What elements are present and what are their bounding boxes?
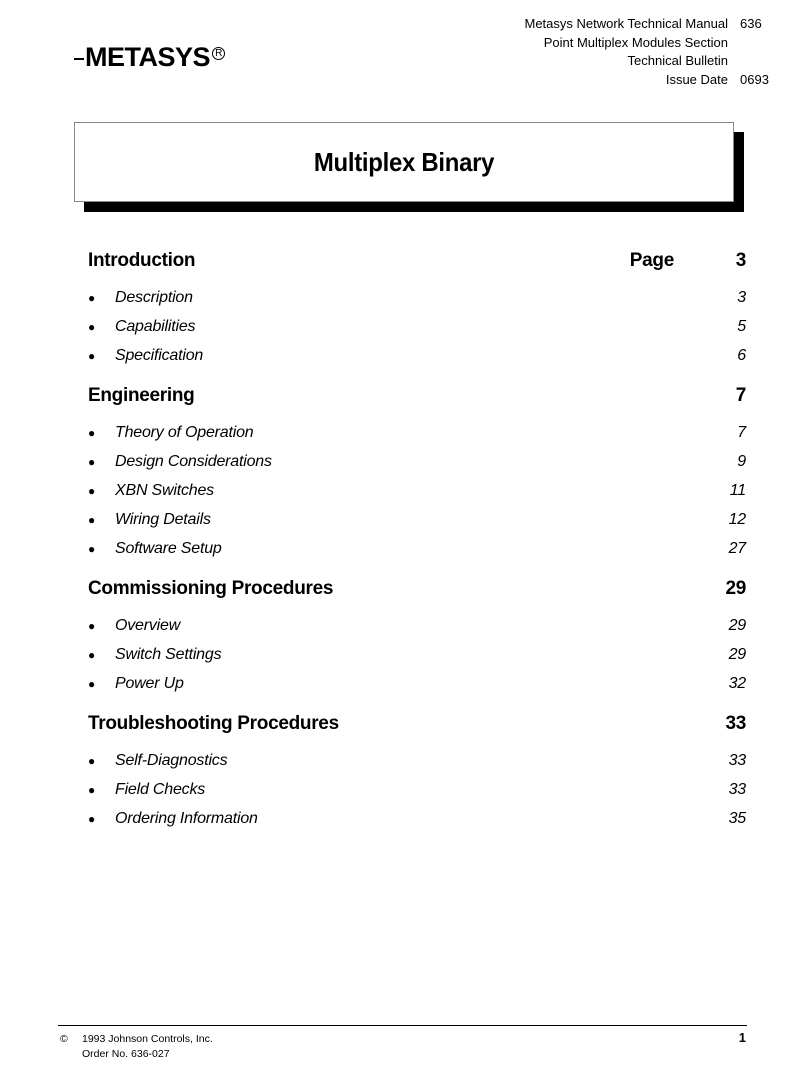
- meta-row: [524, 34, 768, 53]
- meta-value: [728, 52, 768, 71]
- copyright-icon: ©: [60, 1033, 68, 1045]
- meta-label: Technical Bulletin: [627, 53, 728, 68]
- toc-section-introduction: [88, 250, 746, 376]
- document-title: Multiplex Binary: [313, 146, 495, 177]
- toc-item-page: 29: [728, 646, 746, 663]
- document-meta: [524, 15, 768, 89]
- toc-item-page: 32: [728, 675, 746, 692]
- meta-row: [524, 15, 768, 34]
- toc-item-page: 12: [728, 511, 746, 528]
- toc-item[interactable]: [88, 781, 746, 810]
- copyright-line: [60, 1032, 213, 1047]
- bullet-icon: ●: [88, 783, 96, 797]
- toc-item-label: Self-Diagnostics: [115, 752, 228, 769]
- toc-item-list: [88, 752, 746, 839]
- section-page: 33: [725, 713, 746, 734]
- meta-value: [728, 34, 768, 53]
- toc-item-label: Field Checks: [115, 781, 206, 798]
- meta-label: Issue Date: [665, 71, 728, 87]
- toc-item-label: Capabilities: [115, 318, 196, 335]
- section-page: 29: [725, 578, 746, 599]
- copyright-text: 1993 Johnson Controls, Inc.: [82, 1033, 213, 1045]
- toc-item-label: Ordering Information: [115, 810, 258, 827]
- logo-dash: [74, 58, 84, 60]
- toc-section-commissioning: [88, 578, 746, 704]
- toc-item-page: 11: [729, 482, 746, 499]
- page-number: 1: [738, 1030, 746, 1045]
- bullet-icon: ●: [88, 349, 96, 363]
- section-heading[interactable]: [88, 713, 746, 745]
- toc-item-page: 35: [728, 810, 746, 827]
- toc-item-page: 5: [737, 318, 746, 335]
- title-box: [74, 122, 734, 202]
- toc-section-troubleshooting: [88, 713, 746, 839]
- toc-item[interactable]: [88, 810, 746, 839]
- toc-item-label: Power Up: [115, 675, 184, 692]
- footer-divider: [58, 1025, 747, 1026]
- bullet-icon: ●: [88, 455, 96, 469]
- toc-item-page: 3: [737, 289, 746, 306]
- bullet-icon: ●: [88, 677, 96, 691]
- table-of-contents: [88, 250, 746, 848]
- toc-item-list: [88, 424, 746, 569]
- toc-item[interactable]: [88, 752, 746, 781]
- toc-item-page: 9: [737, 453, 746, 470]
- toc-item[interactable]: [88, 453, 746, 482]
- bullet-icon: ●: [88, 320, 96, 334]
- toc-item-page: 7: [737, 424, 746, 441]
- toc-item[interactable]: [88, 675, 746, 704]
- bullet-icon: ●: [88, 619, 96, 633]
- bullet-icon: ●: [88, 648, 96, 662]
- section-page: 7: [735, 385, 746, 406]
- toc-item[interactable]: [88, 540, 746, 569]
- section-heading[interactable]: [88, 385, 746, 417]
- bullet-icon: ●: [88, 513, 96, 527]
- toc-item[interactable]: [88, 617, 746, 646]
- toc-item-page: 33: [728, 752, 746, 769]
- section-title: Introduction: [88, 250, 196, 271]
- section-title: Troubleshooting Procedures: [88, 713, 339, 734]
- meta-label: Metasys Network Technical Manual: [524, 16, 728, 31]
- toc-item[interactable]: [88, 424, 746, 453]
- toc-item-label: Specification: [115, 347, 204, 364]
- toc-item-label: Software Setup: [115, 540, 222, 557]
- section-heading[interactable]: [88, 250, 746, 282]
- toc-item[interactable]: [88, 347, 746, 376]
- footer-info: [60, 1032, 213, 1062]
- meta-label: Point Multiplex Modules Section: [543, 34, 728, 50]
- toc-item-list: [88, 289, 746, 376]
- section-title: Commissioning Procedures: [88, 578, 334, 599]
- toc-item-page: 29: [728, 617, 746, 634]
- meta-value: 636: [740, 16, 762, 31]
- toc-item-page: 33: [728, 781, 746, 798]
- toc-item-page: 6: [737, 347, 746, 364]
- bullet-icon: ●: [88, 754, 96, 768]
- toc-item[interactable]: [88, 482, 746, 511]
- toc-item-label: XBN Switches: [115, 482, 214, 499]
- toc-item-page: 27: [728, 540, 746, 557]
- toc-section-engineering: [88, 385, 746, 569]
- meta-row: [524, 71, 768, 90]
- order-number: Order No. 636-027: [82, 1048, 170, 1060]
- toc-item-label: Design Considerations: [115, 453, 272, 470]
- bullet-icon: ●: [88, 426, 96, 440]
- page-column-label: Page: [629, 250, 674, 271]
- meta-row: [524, 52, 768, 71]
- section-page: 3: [735, 250, 746, 271]
- toc-item-label: Switch Settings: [115, 646, 222, 663]
- toc-item-label: Description: [115, 289, 193, 306]
- toc-item[interactable]: [88, 511, 746, 540]
- bullet-icon: ●: [88, 542, 96, 556]
- toc-item[interactable]: [88, 318, 746, 347]
- toc-item-label: Theory of Operation: [115, 424, 254, 441]
- metasys-logo: [74, 44, 225, 71]
- section-heading[interactable]: [88, 578, 746, 610]
- bullet-icon: ●: [88, 484, 96, 498]
- toc-item-label: Overview: [115, 617, 181, 634]
- toc-item-label: Wiring Details: [115, 511, 211, 528]
- toc-item[interactable]: [88, 289, 746, 318]
- logo-text: METASYS: [85, 42, 211, 72]
- bullet-icon: ●: [88, 291, 96, 305]
- meta-value: 0693: [740, 71, 769, 87]
- section-title: Engineering: [88, 385, 195, 406]
- toc-item[interactable]: [88, 646, 746, 675]
- toc-item-list: [88, 617, 746, 704]
- registered-mark-icon: R: [212, 47, 225, 60]
- bullet-icon: ●: [88, 812, 96, 826]
